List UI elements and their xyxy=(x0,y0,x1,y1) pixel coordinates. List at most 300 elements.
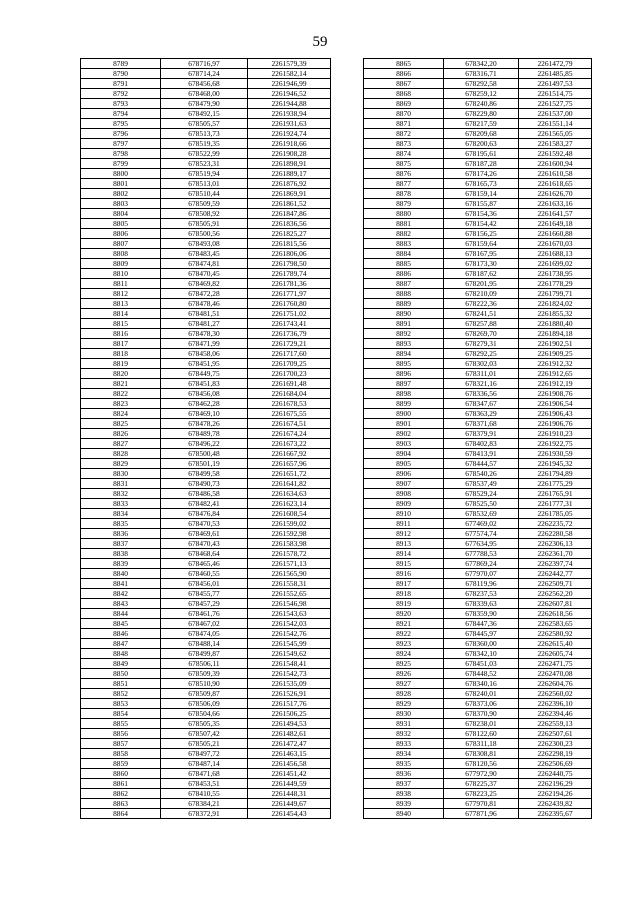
x-coordinate-cell: 678451,03 xyxy=(444,659,519,669)
y-coordinate-cell: 2261902,51 xyxy=(519,339,592,349)
point-number-cell: 8880 xyxy=(364,209,444,219)
x-coordinate-cell: 678489,78 xyxy=(161,429,248,439)
x-coordinate-cell: 678240,86 xyxy=(444,99,519,109)
x-coordinate-cell: 678469,10 xyxy=(161,409,248,419)
x-coordinate-cell: 678347,67 xyxy=(444,399,519,409)
y-coordinate-cell: 2261592,98 xyxy=(248,529,331,539)
table-row xyxy=(81,249,331,259)
point-number-cell: 8823 xyxy=(81,399,161,409)
y-coordinate-cell: 2261924,74 xyxy=(248,129,331,139)
y-coordinate-cell: 2262280,58 xyxy=(519,529,592,539)
point-number-cell: 8839 xyxy=(81,559,161,569)
x-coordinate-cell: 678154,42 xyxy=(444,219,519,229)
point-number-cell: 8875 xyxy=(364,159,444,169)
y-coordinate-cell: 2262583,65 xyxy=(519,619,592,629)
point-number-cell: 8855 xyxy=(81,719,161,729)
y-coordinate-cell: 2261548,41 xyxy=(248,659,331,669)
y-coordinate-cell: 2261517,76 xyxy=(248,699,331,709)
x-coordinate-cell: 678292,25 xyxy=(444,349,519,359)
y-coordinate-cell: 2262306,13 xyxy=(519,539,592,549)
point-number-cell: 8920 xyxy=(364,609,444,619)
x-coordinate-cell: 678292,58 xyxy=(444,79,519,89)
point-number-cell: 8863 xyxy=(81,799,161,809)
table-row xyxy=(81,549,331,559)
y-coordinate-cell: 2261944,88 xyxy=(248,99,331,109)
x-coordinate-cell: 678525,50 xyxy=(444,499,519,509)
table-row xyxy=(364,699,592,709)
point-number-cell: 8890 xyxy=(364,309,444,319)
y-coordinate-cell: 2261472,47 xyxy=(248,739,331,749)
x-coordinate-cell: 678496,22 xyxy=(161,439,248,449)
y-coordinate-cell: 2262470,08 xyxy=(519,669,592,679)
table-row xyxy=(364,79,592,89)
y-coordinate-cell: 2261688,13 xyxy=(519,249,592,259)
y-coordinate-cell: 2262439,82 xyxy=(519,799,592,809)
y-coordinate-cell: 2261700,23 xyxy=(248,369,331,379)
x-coordinate-cell: 678379,91 xyxy=(444,429,519,439)
x-coordinate-cell: 678532,69 xyxy=(444,509,519,519)
y-coordinate-cell: 2261579,39 xyxy=(248,59,331,69)
x-coordinate-cell: 678513,73 xyxy=(161,129,248,139)
table-row xyxy=(364,539,592,549)
x-coordinate-cell: 678259,12 xyxy=(444,89,519,99)
x-coordinate-cell: 678458,06 xyxy=(161,349,248,359)
x-coordinate-cell: 677788,53 xyxy=(444,549,519,559)
y-coordinate-cell: 2262604,76 xyxy=(519,679,592,689)
x-coordinate-cell: 678509,39 xyxy=(161,669,248,679)
table-row xyxy=(364,419,592,429)
point-number-cell: 8859 xyxy=(81,759,161,769)
table-row xyxy=(364,469,592,479)
x-coordinate-cell: 678302,03 xyxy=(444,359,519,369)
x-coordinate-cell: 678483,45 xyxy=(161,249,248,259)
y-coordinate-cell: 2262394,46 xyxy=(519,709,592,719)
point-number-cell: 8906 xyxy=(364,469,444,479)
y-coordinate-cell: 2261678,53 xyxy=(248,399,331,409)
y-coordinate-cell: 2261583,27 xyxy=(519,139,592,149)
y-coordinate-cell: 2261673,22 xyxy=(248,439,331,449)
x-coordinate-cell: 678522,99 xyxy=(161,149,248,159)
table-row xyxy=(81,149,331,159)
point-number-cell: 8845 xyxy=(81,619,161,629)
table-row xyxy=(364,749,592,759)
table-row xyxy=(81,109,331,119)
y-coordinate-cell: 2262580,92 xyxy=(519,629,592,639)
x-coordinate-cell: 678372,91 xyxy=(161,809,248,819)
x-coordinate-cell: 678455,77 xyxy=(161,589,248,599)
table-row xyxy=(81,289,331,299)
table-row xyxy=(81,99,331,109)
point-number-cell: 8892 xyxy=(364,329,444,339)
point-number-cell: 8809 xyxy=(81,259,161,269)
table-row xyxy=(81,409,331,419)
table-row xyxy=(364,739,592,749)
table-row xyxy=(81,729,331,739)
x-coordinate-cell: 678460,55 xyxy=(161,569,248,579)
table-row xyxy=(81,639,331,649)
x-coordinate-cell: 678478,26 xyxy=(161,419,248,429)
y-coordinate-cell: 2261861,52 xyxy=(248,199,331,209)
y-coordinate-cell: 2261506,25 xyxy=(248,709,331,719)
y-coordinate-cell: 2261918,66 xyxy=(248,139,331,149)
y-coordinate-cell: 2262196,29 xyxy=(519,779,592,789)
table-row xyxy=(81,579,331,589)
table-row xyxy=(364,339,592,349)
point-number-cell: 8856 xyxy=(81,729,161,739)
point-number-cell: 8826 xyxy=(81,429,161,439)
table-row xyxy=(81,369,331,379)
y-coordinate-cell: 2261482,61 xyxy=(248,729,331,739)
table-row xyxy=(81,749,331,759)
point-number-cell: 8837 xyxy=(81,539,161,549)
point-number-cell: 8816 xyxy=(81,329,161,339)
table-row xyxy=(364,239,592,249)
point-number-cell: 8832 xyxy=(81,489,161,499)
x-coordinate-cell: 678457,29 xyxy=(161,599,248,609)
point-number-cell: 8933 xyxy=(364,739,444,749)
x-coordinate-cell: 677869,24 xyxy=(444,559,519,569)
table-row xyxy=(364,479,592,489)
y-coordinate-cell: 2261451,42 xyxy=(248,769,331,779)
x-coordinate-cell: 677574,74 xyxy=(444,529,519,539)
y-coordinate-cell: 2261542,73 xyxy=(248,669,331,679)
y-coordinate-cell: 2261623,14 xyxy=(248,499,331,509)
x-coordinate-cell: 678210,09 xyxy=(444,289,519,299)
table-row xyxy=(81,799,331,809)
x-coordinate-cell: 678493,08 xyxy=(161,239,248,249)
table-row xyxy=(81,679,331,689)
point-number-cell: 8893 xyxy=(364,339,444,349)
x-coordinate-cell: 678492,15 xyxy=(161,109,248,119)
y-coordinate-cell: 2261765,91 xyxy=(519,489,592,499)
table-row xyxy=(364,279,592,289)
table-row xyxy=(364,589,592,599)
x-coordinate-cell: 678447,36 xyxy=(444,619,519,629)
table-row xyxy=(81,229,331,239)
y-coordinate-cell: 2261799,71 xyxy=(519,289,592,299)
point-number-cell: 8864 xyxy=(81,809,161,819)
table-row xyxy=(364,249,592,259)
point-number-cell: 8820 xyxy=(81,369,161,379)
table-row xyxy=(81,559,331,569)
x-coordinate-cell: 678217,59 xyxy=(444,119,519,129)
x-coordinate-cell: 678456,68 xyxy=(161,79,248,89)
table-row xyxy=(364,369,592,379)
point-number-cell: 8852 xyxy=(81,689,161,699)
point-number-cell: 8829 xyxy=(81,459,161,469)
point-number-cell: 8929 xyxy=(364,699,444,709)
x-coordinate-cell: 678340,16 xyxy=(444,679,519,689)
table-row xyxy=(364,149,592,159)
point-number-cell: 8858 xyxy=(81,749,161,759)
x-coordinate-cell: 678456,01 xyxy=(161,579,248,589)
table-row xyxy=(364,719,592,729)
table-row xyxy=(364,289,592,299)
x-coordinate-cell: 678465,46 xyxy=(161,559,248,569)
x-coordinate-cell: 677970,07 xyxy=(444,569,519,579)
x-coordinate-cell: 678209,68 xyxy=(444,129,519,139)
point-number-cell: 8895 xyxy=(364,359,444,369)
y-coordinate-cell: 2261824,02 xyxy=(519,299,592,309)
x-coordinate-cell: 678519,35 xyxy=(161,139,248,149)
table-row xyxy=(364,429,592,439)
point-number-cell: 8940 xyxy=(364,809,444,819)
y-coordinate-cell: 2261938,94 xyxy=(248,109,331,119)
point-number-cell: 8900 xyxy=(364,409,444,419)
point-number-cell: 8877 xyxy=(364,179,444,189)
table-row xyxy=(81,199,331,209)
y-coordinate-cell: 2261847,86 xyxy=(248,209,331,219)
y-coordinate-cell: 2262396,10 xyxy=(519,699,592,709)
y-coordinate-cell: 2261945,32 xyxy=(519,459,592,469)
x-coordinate-cell: 678316,71 xyxy=(444,69,519,79)
y-coordinate-cell: 2261542,76 xyxy=(248,629,331,639)
point-number-cell: 8835 xyxy=(81,519,161,529)
point-number-cell: 8868 xyxy=(364,89,444,99)
point-number-cell: 8857 xyxy=(81,739,161,749)
y-coordinate-cell: 2261565,90 xyxy=(248,569,331,579)
x-coordinate-cell: 678200,63 xyxy=(444,139,519,149)
x-coordinate-cell: 678529,24 xyxy=(444,489,519,499)
y-coordinate-cell: 2261565,05 xyxy=(519,129,592,139)
y-coordinate-cell: 2261684,04 xyxy=(248,389,331,399)
x-coordinate-cell: 678451,95 xyxy=(161,359,248,369)
y-coordinate-cell: 2261699,02 xyxy=(519,259,592,269)
x-coordinate-cell: 678119,96 xyxy=(444,579,519,589)
x-coordinate-cell: 677972,90 xyxy=(444,769,519,779)
x-coordinate-cell: 678342,20 xyxy=(444,59,519,69)
y-coordinate-cell: 2262397,74 xyxy=(519,559,592,569)
y-coordinate-cell: 2261789,74 xyxy=(248,269,331,279)
y-coordinate-cell: 2262605,74 xyxy=(519,649,592,659)
y-coordinate-cell: 2261626,70 xyxy=(519,189,592,199)
x-coordinate-cell: 678500,48 xyxy=(161,449,248,459)
x-coordinate-cell: 678173,30 xyxy=(444,259,519,269)
x-coordinate-cell: 678257,88 xyxy=(444,319,519,329)
table-row xyxy=(81,59,331,69)
table-row xyxy=(81,589,331,599)
point-number-cell: 8791 xyxy=(81,79,161,89)
y-coordinate-cell: 2262194,26 xyxy=(519,789,592,799)
point-number-cell: 8842 xyxy=(81,589,161,599)
point-number-cell: 8810 xyxy=(81,269,161,279)
y-coordinate-cell: 2261494,53 xyxy=(248,719,331,729)
point-number-cell: 8872 xyxy=(364,129,444,139)
table-row xyxy=(81,239,331,249)
point-number-cell: 8897 xyxy=(364,379,444,389)
point-number-cell: 8879 xyxy=(364,199,444,209)
table-row xyxy=(81,769,331,779)
table-row xyxy=(364,309,592,319)
table-row xyxy=(81,169,331,179)
y-coordinate-cell: 2261898,91 xyxy=(248,159,331,169)
table-row xyxy=(364,669,592,679)
y-coordinate-cell: 2261709,25 xyxy=(248,359,331,369)
table-row xyxy=(81,489,331,499)
page-number: 59 xyxy=(312,34,328,50)
x-coordinate-cell: 678510,44 xyxy=(161,189,248,199)
point-number-cell: 8830 xyxy=(81,469,161,479)
x-coordinate-cell: 678505,91 xyxy=(161,219,248,229)
table-row xyxy=(364,139,592,149)
x-coordinate-cell: 678223,25 xyxy=(444,789,519,799)
table-row xyxy=(364,759,592,769)
table-row xyxy=(364,729,592,739)
point-number-cell: 8811 xyxy=(81,279,161,289)
point-number-cell: 8939 xyxy=(364,799,444,809)
y-coordinate-cell: 2261551,14 xyxy=(519,119,592,129)
y-coordinate-cell: 2261815,56 xyxy=(248,239,331,249)
point-number-cell: 8869 xyxy=(364,99,444,109)
y-coordinate-cell: 2261542,03 xyxy=(248,619,331,629)
x-coordinate-cell: 678159,14 xyxy=(444,189,519,199)
point-number-cell: 8936 xyxy=(364,769,444,779)
point-number-cell: 8862 xyxy=(81,789,161,799)
point-number-cell: 8847 xyxy=(81,639,161,649)
x-coordinate-cell: 678474,81 xyxy=(161,259,248,269)
y-coordinate-cell: 2261738,95 xyxy=(519,269,592,279)
point-number-cell: 8886 xyxy=(364,269,444,279)
point-number-cell: 8794 xyxy=(81,109,161,119)
x-coordinate-cell: 678120,56 xyxy=(444,759,519,769)
x-coordinate-cell: 678470,45 xyxy=(161,269,248,279)
point-number-cell: 8840 xyxy=(81,569,161,579)
table-row xyxy=(81,259,331,269)
point-number-cell: 8813 xyxy=(81,299,161,309)
point-number-cell: 8806 xyxy=(81,229,161,239)
x-coordinate-cell: 678499,58 xyxy=(161,469,248,479)
y-coordinate-cell: 2261674,24 xyxy=(248,429,331,439)
point-number-cell: 8889 xyxy=(364,299,444,309)
y-coordinate-cell: 2261825,27 xyxy=(248,229,331,239)
table-row xyxy=(81,669,331,679)
x-coordinate-cell: 678321,16 xyxy=(444,379,519,389)
table-row xyxy=(364,449,592,459)
x-coordinate-cell: 678402,83 xyxy=(444,439,519,449)
point-number-cell: 8917 xyxy=(364,579,444,589)
x-coordinate-cell: 678470,53 xyxy=(161,519,248,529)
point-number-cell: 8803 xyxy=(81,199,161,209)
y-coordinate-cell: 2261649,18 xyxy=(519,219,592,229)
point-number-cell: 8924 xyxy=(364,649,444,659)
x-coordinate-cell: 678342,10 xyxy=(444,649,519,659)
x-coordinate-cell: 678478,30 xyxy=(161,329,248,339)
point-number-cell: 8901 xyxy=(364,419,444,429)
table-row xyxy=(81,659,331,669)
y-coordinate-cell: 2261670,03 xyxy=(519,239,592,249)
x-coordinate-cell: 678449,75 xyxy=(161,369,248,379)
table-row xyxy=(364,299,592,309)
y-coordinate-cell: 2261633,16 xyxy=(519,199,592,209)
table-row xyxy=(364,219,592,229)
y-coordinate-cell: 2261657,96 xyxy=(248,459,331,469)
x-coordinate-cell: 678187,28 xyxy=(444,159,519,169)
y-coordinate-cell: 2261641,82 xyxy=(248,479,331,489)
table-row xyxy=(364,349,592,359)
y-coordinate-cell: 2261778,29 xyxy=(519,279,592,289)
table-row xyxy=(81,759,331,769)
table-row xyxy=(81,139,331,149)
y-coordinate-cell: 2261582,14 xyxy=(248,69,331,79)
y-coordinate-cell: 2261912,32 xyxy=(519,359,592,369)
x-coordinate-cell: 678225,37 xyxy=(444,779,519,789)
table-row xyxy=(81,209,331,219)
point-number-cell: 8922 xyxy=(364,629,444,639)
table-row xyxy=(81,269,331,279)
table-row xyxy=(81,739,331,749)
table-row xyxy=(364,509,592,519)
x-coordinate-cell: 678444,57 xyxy=(444,459,519,469)
y-coordinate-cell: 2261546,98 xyxy=(248,599,331,609)
y-coordinate-cell: 2261549,62 xyxy=(248,649,331,659)
table-row xyxy=(364,799,592,809)
table-row xyxy=(364,69,592,79)
y-coordinate-cell: 2261651,72 xyxy=(248,469,331,479)
y-coordinate-cell: 2261675,55 xyxy=(248,409,331,419)
table-row xyxy=(364,659,592,669)
point-number-cell: 8861 xyxy=(81,779,161,789)
x-coordinate-cell: 678509,87 xyxy=(161,689,248,699)
x-coordinate-cell: 678490,73 xyxy=(161,479,248,489)
point-number-cell: 8923 xyxy=(364,639,444,649)
x-coordinate-cell: 678363,29 xyxy=(444,409,519,419)
y-coordinate-cell: 2261781,36 xyxy=(248,279,331,289)
table-row xyxy=(364,59,592,69)
y-coordinate-cell: 2261641,57 xyxy=(519,209,592,219)
x-coordinate-cell: 678156,25 xyxy=(444,229,519,239)
point-number-cell: 8907 xyxy=(364,479,444,489)
table-row xyxy=(81,69,331,79)
table-row xyxy=(81,299,331,309)
x-coordinate-cell: 678486,58 xyxy=(161,489,248,499)
point-number-cell: 8851 xyxy=(81,679,161,689)
table-row xyxy=(81,399,331,409)
x-coordinate-cell: 678468,64 xyxy=(161,549,248,559)
table-row xyxy=(364,519,592,529)
y-coordinate-cell: 2261514,75 xyxy=(519,89,592,99)
table-row xyxy=(364,609,592,619)
point-number-cell: 8913 xyxy=(364,539,444,549)
table-row xyxy=(364,89,592,99)
table-row xyxy=(81,439,331,449)
y-coordinate-cell: 2261472,79 xyxy=(519,59,592,69)
point-number-cell: 8866 xyxy=(364,69,444,79)
y-coordinate-cell: 2261743,41 xyxy=(248,319,331,329)
y-coordinate-cell: 2261552,65 xyxy=(248,589,331,599)
y-coordinate-cell: 2261908,76 xyxy=(519,389,592,399)
y-coordinate-cell: 2261775,29 xyxy=(519,479,592,489)
point-number-cell: 8898 xyxy=(364,389,444,399)
y-coordinate-cell: 2261736,79 xyxy=(248,329,331,339)
point-number-cell: 8800 xyxy=(81,169,161,179)
x-coordinate-cell: 678360,00 xyxy=(444,639,519,649)
table-row xyxy=(364,259,592,269)
x-coordinate-cell: 678241,51 xyxy=(444,309,519,319)
x-coordinate-cell: 678370,90 xyxy=(444,709,519,719)
table-row xyxy=(81,499,331,509)
y-coordinate-cell: 2262361,70 xyxy=(519,549,592,559)
table-row xyxy=(81,509,331,519)
x-coordinate-cell: 678371,68 xyxy=(444,419,519,429)
y-coordinate-cell: 2261785,05 xyxy=(519,509,592,519)
point-number-cell: 8884 xyxy=(364,249,444,259)
x-coordinate-cell: 678187,62 xyxy=(444,269,519,279)
x-coordinate-cell: 678714,24 xyxy=(161,69,248,79)
point-number-cell: 8807 xyxy=(81,239,161,249)
point-number-cell: 8860 xyxy=(81,769,161,779)
point-number-cell: 8888 xyxy=(364,289,444,299)
table-row xyxy=(364,779,592,789)
